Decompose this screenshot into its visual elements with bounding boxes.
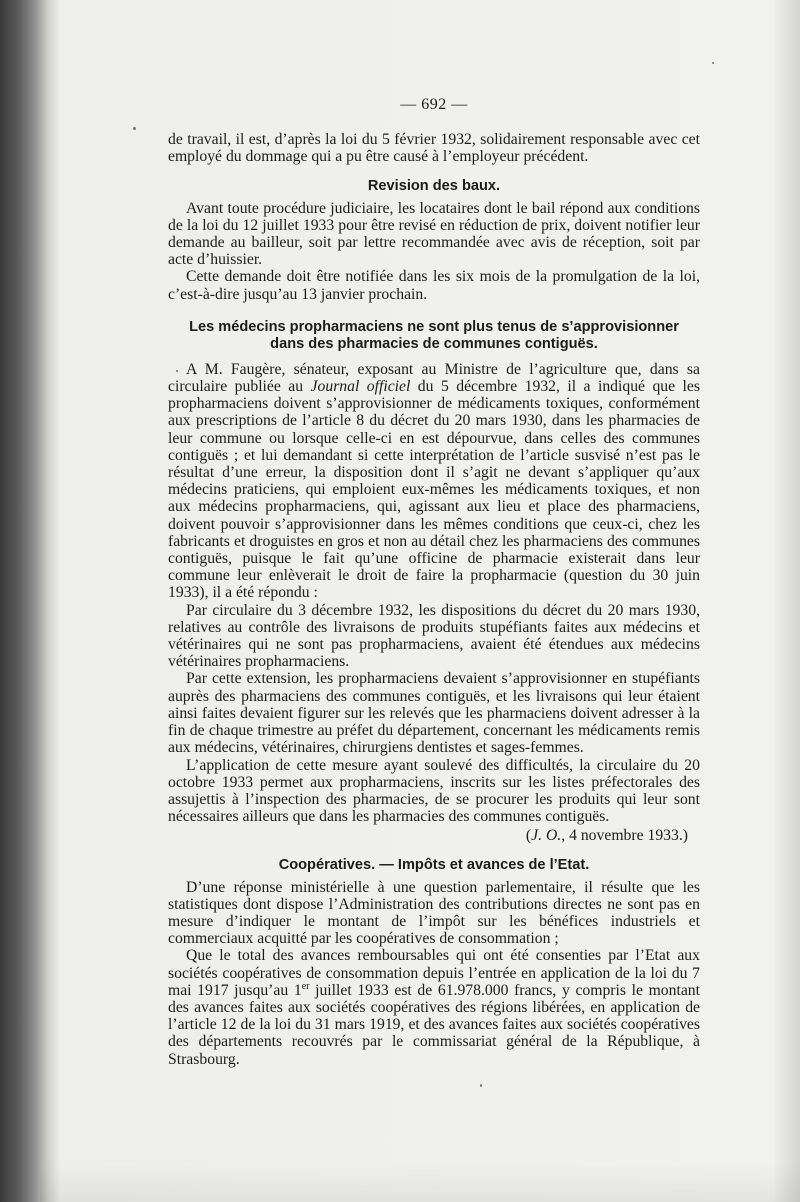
- paragraph: Par cette extension, les propharmaciens devaient s’approvisionner en stupéfiants auprès des pharmaciens des communes contiguës, et les livraisons qui leur étaient ainsi faites devaient figurer sur les relevés que les pharmaciens doivent adresser à la fin de chaque trimestre au préfet du département, concernant les médicaments remis aux médecins, vétérinaires, chirurgiens dentistes et sages-femmes.: [168, 670, 700, 757]
- dust-speck: [712, 62, 714, 64]
- paragraph: [168, 947, 700, 1067]
- page-edge: [774, 0, 800, 1202]
- paragraph: D’une réponse ministérielle à une question parlementaire, il résulte que les statistiques dont dispose l’Administration des contributions directes ne sont pas en mesure d’indiquer le montant de l’impôt sur les bénéfices industriels et commerciaux acquitté par les coopératives de consommation ;: [168, 878, 700, 948]
- paragraph: Avant toute procédure judiciaire, les locataires dont le bail répond aux conditions de la loi du 12 juillet 1933 pour être revisé en réduction de prix, doivent notifier leur demande au bailleur, soit par lettre recommandée avec avis de réception, soit par acte d’huissier.: [168, 199, 700, 269]
- heading-line-1: Les médecins propharmaciens ne sont plus tenus de s’approvisionner: [189, 318, 679, 335]
- italic-journal-title: Journal officiel: [310, 378, 411, 396]
- paragraph: Cette demande doit être notifiée dans les six mois de la promulgation de la loi, c’est-à-dire jusqu’au 13 janvier prochain.: [168, 268, 700, 303]
- text-run: Que le total des avances remboursables qui ont été consenties par l’Etat aux sociétés coopératives de consommation depuis l’entrée en application de la loi du 7 mai 1917 jusqu’au 1: [168, 947, 700, 999]
- paragraph: Par circulaire du 3 décembre 1932, les dispositions du décret du 20 mars 1930, relatives au contrôle des livraisons de produits stupéfiants faites aux médecins et vétérinaires qui ne sont pas propharmaciens, avaient été étendues aux médecins vétérinaires propharmaciens.: [168, 601, 700, 671]
- citation-open: (: [525, 827, 532, 845]
- section-heading-revision-baux: Revision des baux.: [367, 177, 501, 194]
- paragraph-question: [168, 361, 700, 602]
- text-run: du 5 décembre 1932, il a indiqué que les propharmaciens doivent s’approvisionner de médicaments toxiques, conformément aux prescriptions de l’article 8 du décret du 20 mars 1930, dans les pharmacies de leur commune ou lorsque celle-ci en est dépourvue, dans celles des communes contiguës ; et lui demandant si cette interprétation de l’article susvisé n’est pas le résultat d’une erreur, la disposition dont il s’agit ne devant s’appliquer qu’aux médecins praticiens, qui emploient eux-mêmes les médicaments toxiques, et non aux médecins propharmaciens, qui, agissant aux lieu et place des pharmaciens, doivent pouvoir s’approvisionner dans les mêmes conditions que ceux-ci, chez les fabricants et droguistes en gros et non au détail chez les pharmaciens des communes contiguës, puisque le fait qu’une officine de pharmacie existerait dans leur commune leur enlèverait le droit de faire la propharmacie (question du 30 juin 1933), il a été répondu :: [168, 378, 700, 602]
- page-number: — 692 —: [400, 96, 468, 113]
- dust-speck: [133, 127, 136, 130]
- paragraph: L’application de cette mesure ayant soulevé des difficultés, la circulaire du 20 octobre 1933 permet aux propharmaciens, inscrits sur les listes préfectorales des assujettis à l’inspection des pharmacies, de se procurer les produits qui leur sont nécessaires ailleurs que dans les pharmacies des communes contiguës.: [168, 756, 700, 826]
- source-citation: [168, 827, 688, 844]
- page-shadow: [40, 1162, 800, 1202]
- text-run: juillet 1933 est de 61.978.000 francs, y compris le montant des avances faites aux sociétés coopératives des régions libérées, en application de l’article 12 de la loi du 31 mars 1919, et des avances faites aux sociétés coopératives des départements recouvrés par le commissariat général de la République, à Strasbourg.: [168, 981, 700, 1068]
- section-heading-cooperatives: Coopératives. — Impôts et avances de l’Etat.: [278, 856, 590, 873]
- section-heading-medecins-propharmaciens: [168, 319, 700, 353]
- dust-speck: [480, 1084, 482, 1087]
- paragraph-continued: de travail, il est, d’après la loi du 5 février 1932, solidairement responsable avec cet employé du dommage qui a pu être causé à l’employeur précédent.: [168, 131, 700, 166]
- text-run: A M. Faugère, sénateur, exposant au Ministre de l’agriculture que, dans sa circulaire publiée au: [168, 360, 700, 396]
- citation-date: , 4 novembre 1933.): [561, 827, 688, 845]
- heading-line-2: dans des pharmacies de communes contiguës.: [270, 335, 598, 352]
- superscript: er: [301, 980, 310, 992]
- document-body: [168, 96, 700, 1068]
- citation-source: J. O.: [531, 827, 562, 845]
